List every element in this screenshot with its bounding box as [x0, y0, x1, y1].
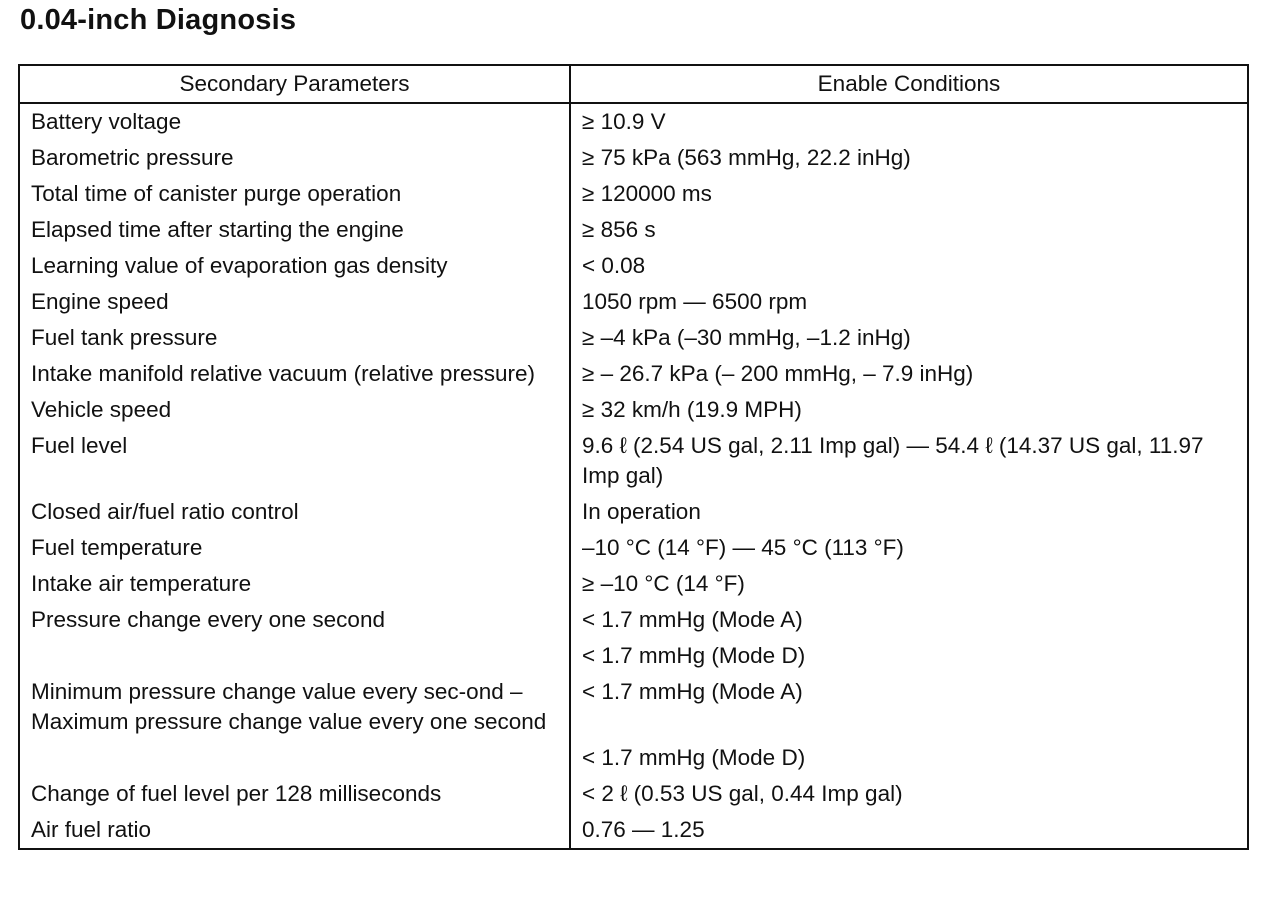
parameter-cell: Fuel temperature [19, 530, 570, 566]
condition-cell: ≥ 10.9 V [570, 103, 1248, 140]
condition-cell: ≥ 75 kPa (563 mmHg, 22.2 inHg) [570, 140, 1248, 176]
condition-cell: ≥ 856 s [570, 212, 1248, 248]
table-row [19, 494, 1248, 530]
column-header-secondary-parameters: Secondary Parameters [19, 65, 570, 103]
parameter-cell: Fuel level [19, 428, 570, 494]
page-title: 0.04-inch Diagnosis [20, 4, 297, 36]
condition-cell: ≥ 120000 ms [570, 176, 1248, 212]
condition-cell: In operation [570, 494, 1248, 530]
parameter-cell: Learning value of evaporation gas density [19, 248, 570, 284]
condition-cell: ≥ –4 kPa (–30 mmHg, –1.2 inHg) [570, 320, 1248, 356]
parameter-cell: Vehicle speed [19, 392, 570, 428]
condition-cell: < 2 ℓ (0.53 US gal, 0.44 Imp gal) [570, 776, 1248, 812]
condition-cell: < 1.7 mmHg (Mode D) [570, 638, 1248, 674]
table-row [19, 674, 1248, 740]
table-row [19, 356, 1248, 392]
table-row [19, 392, 1248, 428]
table-row [19, 812, 1248, 849]
table-row [19, 320, 1248, 356]
condition-cell: 9.6 ℓ (2.54 US gal, 2.11 Imp gal) — 54.4 ℓ (14.37 US gal, 11.97 Imp gal) [570, 428, 1248, 494]
parameter-cell: Pressure change every one second [19, 602, 570, 638]
parameter-cell: Change of fuel level per 128 milliseconds [19, 776, 570, 812]
table-row [19, 103, 1248, 140]
table-row [19, 176, 1248, 212]
table-row [19, 602, 1248, 638]
parameter-cell: Minimum pressure change value every sec-ond – Maximum pressure change value every one second [19, 674, 570, 740]
table-row [19, 638, 1248, 674]
parameter-cell: Elapsed time after starting the engine [19, 212, 570, 248]
parameter-cell: Air fuel ratio [19, 812, 570, 849]
parameter-cell: Intake manifold relative vacuum (relative pressure) [19, 356, 570, 392]
condition-cell: < 1.7 mmHg (Mode D) [570, 740, 1248, 776]
condition-cell: ≥ 32 km/h (19.9 MPH) [570, 392, 1248, 428]
table-row [19, 740, 1248, 776]
diagnosis-table [18, 64, 1249, 850]
parameter-cell: Total time of canister purge operation [19, 176, 570, 212]
parameter-cell: Intake air temperature [19, 566, 570, 602]
condition-cell: < 0.08 [570, 248, 1248, 284]
parameter-cell: Barometric pressure [19, 140, 570, 176]
condition-cell: < 1.7 mmHg (Mode A) [570, 602, 1248, 638]
parameter-cell: Battery voltage [19, 103, 570, 140]
condition-cell: –10 °C (14 °F) — 45 °C (113 °F) [570, 530, 1248, 566]
condition-cell: ≥ – 26.7 kPa (– 200 mmHg, – 7.9 inHg) [570, 356, 1248, 392]
parameter-cell: Closed air/fuel ratio control [19, 494, 570, 530]
condition-cell: < 1.7 mmHg (Mode A) [570, 674, 1248, 740]
table-header-row [19, 65, 1248, 103]
parameter-cell [19, 740, 570, 776]
table-row [19, 428, 1248, 494]
condition-cell: 1050 rpm — 6500 rpm [570, 284, 1248, 320]
condition-cell: 0.76 — 1.25 [570, 812, 1248, 849]
table-row [19, 776, 1248, 812]
column-header-enable-conditions: Enable Conditions [570, 65, 1248, 103]
condition-cell: ≥ –10 °C (14 °F) [570, 566, 1248, 602]
parameter-cell: Fuel tank pressure [19, 320, 570, 356]
table-row [19, 530, 1248, 566]
table-row [19, 284, 1248, 320]
parameter-cell [19, 638, 570, 674]
parameter-cell: Engine speed [19, 284, 570, 320]
table-row [19, 212, 1248, 248]
table-row [19, 248, 1248, 284]
table-body [19, 103, 1248, 849]
table-row [19, 566, 1248, 602]
table-row [19, 140, 1248, 176]
